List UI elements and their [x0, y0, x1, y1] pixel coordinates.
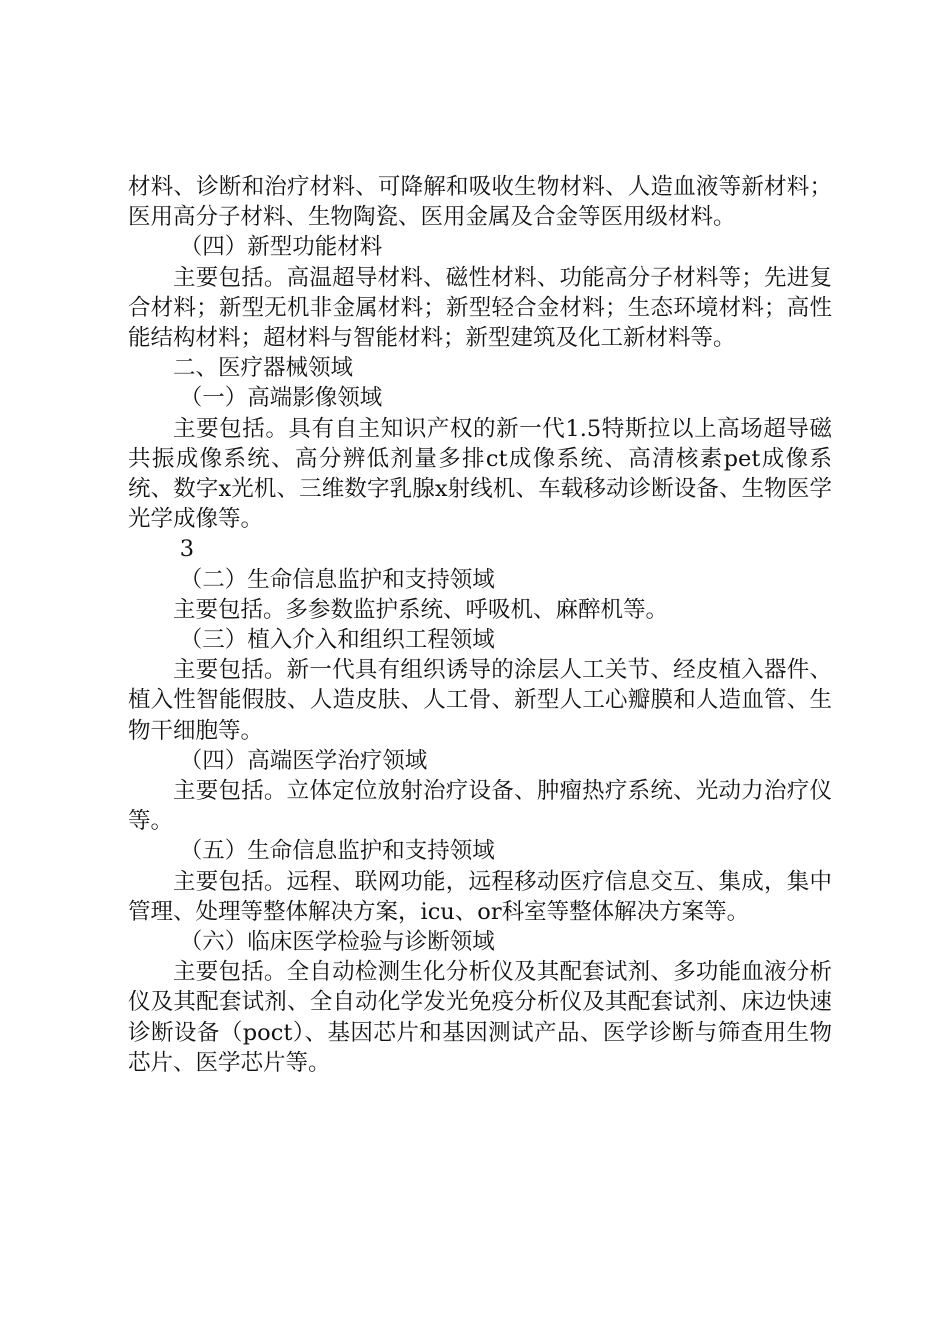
paragraph-functional-materials: 主要包括。高温超导材料、磁性材料、功能高分子材料等；先进复合材料；新型无机非金属材料；新型轻合金材料；生态环境材料；高性能结构材料；超材料与智能材料；新型建筑及化工新材料等。 [128, 264, 832, 352]
paragraph-remote-medical: 主要包括。远程、联网功能，远程移动医疗信息交互、集成，集中管理、处理等整体解决方案，icu、or科室等整体解决方案等。 [128, 868, 832, 925]
heading-life-monitoring-support-2: （五）生命信息监护和支持领域 [179, 838, 495, 865]
paragraph-life-monitoring-support: 主要包括。多参数监护系统、呼吸机、麻醉机等。 [173, 596, 669, 623]
paragraph-high-end-imaging: 主要包括。具有自主知识产权的新一代1.5特斯拉以上高场超导磁共振成像系统、高分辨低剂量多排ct成像系统、高清核素pet成像系统、数字x光机、三维数字乳腺x射线机、车载移动诊断设备、生物医学光学成像等。 [128, 415, 832, 533]
heading-life-monitoring-support: （二）生命信息监护和支持领域 [179, 566, 495, 593]
heading-implant-tissue-engineering: （三）植入介入和组织工程领域 [179, 627, 495, 654]
document-page [128, 172, 832, 1078]
paragraph-materials-continued: 材料、诊断和治疗材料、可降解和吸收生物材料、人造血液等新材料；医用高分子材料、生物陶瓷、医用金属及合金等医用级材料。 [128, 174, 832, 231]
heading-clinical-diagnosis: （六）临床医学检验与诊断领域 [179, 929, 495, 956]
page-number: 3 [179, 536, 195, 563]
paragraph-implant-tissue-engineering: 主要包括。新一代具有组织诱导的涂层人工关节、经皮植入器件、植入性智能假肢、人造皮肤、人工骨、新型人工心瓣膜和人造血管、生物干细胞等。 [128, 657, 832, 744]
paragraph-high-end-treatment: 主要包括。立体定位放射治疗设备、肿瘤热疗系统、光动力治疗仪等。 [128, 778, 832, 835]
heading-new-functional-materials: （四）新型功能材料 [179, 234, 383, 261]
section-heading-medical-devices: 二、医疗器械领域 [173, 355, 354, 382]
heading-high-end-imaging: （一）高端影像领域 [179, 385, 383, 412]
paragraph-clinical-diagnosis: 主要包括。全自动检测生化分析仪及其配套试剂、多功能血液分析仪及其配套试剂、全自动化学发光免疫分析仪及其配套试剂、床边快速诊断设备（poct）、基因芯片和基因测试产品、医学诊断与筛查用生物芯片、医学芯片等。 [128, 959, 832, 1076]
heading-high-end-treatment: （四）高端医学治疗领域 [179, 747, 428, 774]
